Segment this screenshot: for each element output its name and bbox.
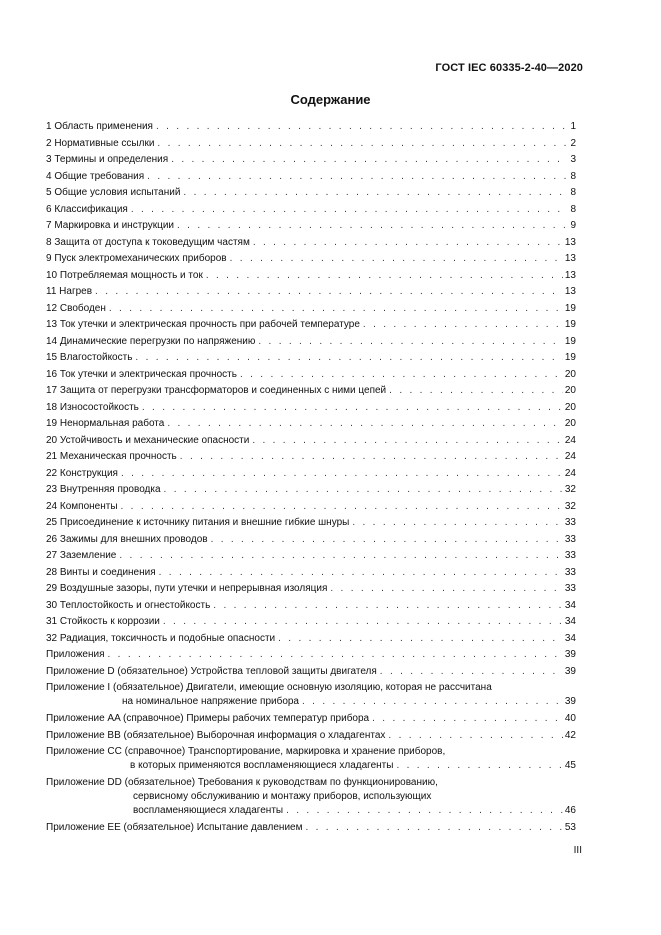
toc-entry-text: 25 Присоединение к источнику питания и внешние гибкие шнуры xyxy=(46,517,350,528)
toc-entry-text: Приложение AA (справочное) Примеры рабочих температур прибора xyxy=(46,713,370,724)
dot-leader xyxy=(389,383,563,400)
dot-leader xyxy=(372,711,563,728)
dot-leader xyxy=(363,317,563,334)
toc-entry-page: 8 xyxy=(570,203,576,215)
toc-title: Содержание xyxy=(290,92,371,107)
toc-entry-page: 32 xyxy=(564,500,576,512)
toc-entry-page: 24 xyxy=(564,434,576,446)
toc-entry-text: Приложение CC (справочное) Транспортирование, маркировка и хранение приборов, xyxy=(46,746,446,757)
dot-leader xyxy=(183,185,568,202)
dot-leader xyxy=(388,728,562,745)
toc-entry[interactable] xyxy=(46,598,576,615)
toc-entry-text: 29 Воздушные зазоры, пути утечки и непрерывная изоляция xyxy=(46,583,328,594)
toc-entry-page: 46 xyxy=(564,805,576,816)
toc-entry[interactable] xyxy=(46,532,576,549)
toc-entry-text: 6 Классификация xyxy=(46,203,128,215)
toc-entry-text: 28 Винты и соединения xyxy=(46,566,156,578)
toc-entry-page: 53 xyxy=(564,822,576,833)
toc-entry-text: сервисному обслуживанию и монтажу приборов, использующих xyxy=(133,791,432,802)
toc-entry[interactable] xyxy=(46,350,576,367)
dot-leader xyxy=(206,268,563,285)
toc-entry-text: 17 Защита от перегрузки трансформаторов и соединенных с ними цепей xyxy=(46,385,387,396)
dot-leader xyxy=(230,251,563,268)
dot-leader xyxy=(159,565,563,582)
toc-entry-page: 34 xyxy=(564,632,576,644)
toc-entry-text: 16 Ток утечки и электрическая прочность xyxy=(46,368,237,380)
toc-entry-page: 13 xyxy=(564,269,576,281)
dot-leader xyxy=(286,804,563,818)
toc-entry-page: 20 xyxy=(564,418,576,429)
dot-leader xyxy=(147,169,568,186)
toc-entry-text: Приложения xyxy=(46,649,105,660)
toc-entry-page: 39 xyxy=(564,649,576,660)
toc-entry-text: 20 Устойчивость и механические опасности xyxy=(46,434,250,446)
toc-entry-text: 22 Конструкция xyxy=(46,467,118,479)
toc-entry-text: 3 Термины и определения xyxy=(46,154,169,165)
toc-entry-text: 32 Радиация, токсичность и подобные опасности xyxy=(46,632,276,644)
toc-entry-text: 27 Заземление xyxy=(46,550,117,561)
toc-entry-text: Приложение BB (обязательное) Выборочная информация о хладагентах xyxy=(46,729,386,741)
toc-entry[interactable] xyxy=(46,581,576,598)
toc-entry-text: 23 Внутренняя проводка xyxy=(46,484,161,495)
toc-entry-page: 33 xyxy=(564,533,576,545)
dot-leader xyxy=(142,400,563,417)
dot-leader xyxy=(135,350,562,367)
dot-leader xyxy=(131,202,569,219)
toc-entry[interactable] xyxy=(46,631,576,648)
toc-entry-page: 20 xyxy=(564,401,576,413)
toc-entry[interactable] xyxy=(46,317,576,334)
dot-leader xyxy=(380,664,563,681)
toc-entry-text: 18 Износостойкость xyxy=(46,401,139,413)
toc-entry-annex-dd[interactable] xyxy=(46,775,576,820)
toc-entry-text: 19 Ненормальная работа xyxy=(46,418,165,429)
dot-leader xyxy=(302,695,563,709)
toc-entry[interactable] xyxy=(46,482,576,499)
dot-leader xyxy=(121,466,563,483)
toc-entry[interactable] xyxy=(46,235,576,252)
toc-entry-text: 7 Маркировка и инструкции xyxy=(46,220,175,231)
toc-entry-text: 21 Механическая прочность xyxy=(46,451,177,462)
toc-entry-text: 13 Ток утечки и электрическая прочность при рабочей температуре xyxy=(46,319,360,330)
toc-entry-annex-ee[interactable] xyxy=(46,820,576,837)
toc-entry[interactable] xyxy=(46,416,576,433)
toc-entry-text: 2 Нормативные ссылки xyxy=(46,137,155,149)
toc-entry-text: Приложение DD (обязательное) Требования к руководствам по функционированию, xyxy=(46,777,438,788)
toc-entry-page: 3 xyxy=(570,154,576,165)
toc-entry-text: 11 Нагрев xyxy=(46,286,93,297)
toc-entry[interactable] xyxy=(46,119,576,136)
dot-leader xyxy=(180,449,563,466)
toc-entry[interactable] xyxy=(46,499,576,516)
toc-entry-page: 42 xyxy=(564,729,576,741)
toc-entry-text: 14 Динамические перегрузки по напряжению xyxy=(46,335,256,347)
toc-entry-page: 13 xyxy=(564,253,576,264)
toc-entry[interactable] xyxy=(46,136,576,153)
toc-entry-page: 8 xyxy=(570,187,576,198)
toc-entry-text: 31 Стойкость к коррозии xyxy=(46,616,160,627)
toc-entry-text: Приложение EE (обязательное) Испытание давлением xyxy=(46,822,303,833)
toc-entry-page: 19 xyxy=(564,302,576,314)
dot-leader xyxy=(352,515,563,532)
toc-entry-text: 24 Компоненты xyxy=(46,500,118,512)
toc-entry-page: 20 xyxy=(564,385,576,396)
toc-entry[interactable] xyxy=(46,449,576,466)
toc-entry[interactable] xyxy=(46,383,576,400)
toc-entry[interactable] xyxy=(46,515,576,532)
toc-entry[interactable] xyxy=(46,284,576,301)
toc-entry[interactable] xyxy=(46,334,576,351)
toc-entry-text: 8 Защита от доступа к токоведущим частям xyxy=(46,236,250,248)
toc-entry[interactable] xyxy=(46,400,576,417)
dot-leader xyxy=(278,631,563,648)
dot-leader xyxy=(167,416,563,433)
dot-leader xyxy=(163,614,563,631)
toc-entry-text: 26 Зажимы для внешних проводов xyxy=(46,533,208,545)
toc-entry-annex-cc[interactable] xyxy=(46,744,576,775)
toc-entry[interactable] xyxy=(46,614,576,631)
toc-entry-page: 19 xyxy=(564,352,576,363)
toc-entry-page: 33 xyxy=(564,517,576,528)
toc-entry-page: 2 xyxy=(570,137,576,149)
toc-entry[interactable] xyxy=(46,202,576,219)
dot-leader xyxy=(121,499,563,516)
document-code: ГОСТ IEC 60335-2-40—2020 xyxy=(435,62,583,74)
toc-entry-page: 40 xyxy=(564,713,576,724)
toc-entry[interactable] xyxy=(46,301,576,318)
toc-entry-page: 19 xyxy=(564,319,576,330)
toc-entry-page: 32 xyxy=(564,484,576,495)
dot-leader xyxy=(305,820,562,837)
toc-entry[interactable] xyxy=(46,268,576,285)
toc-entry-annex-aa[interactable] xyxy=(46,711,576,728)
dot-leader xyxy=(177,218,568,235)
toc-entry-page: 39 xyxy=(564,696,576,707)
toc-entry-page: 9 xyxy=(570,220,576,231)
dot-leader xyxy=(95,284,563,301)
toc-entry[interactable] xyxy=(46,565,576,582)
dot-leader xyxy=(108,647,563,664)
toc-entry-text: воспламеняющиеся хладагенты xyxy=(133,805,284,816)
page-number: III xyxy=(573,845,582,856)
toc-entry[interactable] xyxy=(46,664,576,681)
dot-leader xyxy=(171,152,568,169)
toc-entry-text: 10 Потребляемая мощность и ток xyxy=(46,269,203,281)
dot-leader xyxy=(211,532,563,549)
toc-entries xyxy=(46,119,576,680)
toc-entry[interactable] xyxy=(46,548,576,565)
dot-leader xyxy=(253,235,563,252)
toc-entry-annex-i[interactable] xyxy=(46,680,576,711)
toc-entry-text: Приложение D (обязательное) Устройства тепловой защиты двигателя xyxy=(46,665,377,677)
dot-leader xyxy=(213,598,563,615)
dot-leader xyxy=(396,759,562,773)
dot-leader xyxy=(156,119,568,136)
dot-leader xyxy=(109,301,563,318)
toc-entry-page: 34 xyxy=(564,616,576,627)
toc-entry-text: 15 Влагостойкость xyxy=(46,352,133,363)
toc-entry[interactable] xyxy=(46,466,576,483)
dot-leader xyxy=(252,433,563,450)
toc-entry[interactable] xyxy=(46,185,576,202)
toc-entry-page: 1 xyxy=(570,121,576,132)
toc-entry-text: в которых применяются воспламеняющиеся хладагенты xyxy=(130,760,394,771)
toc-entry[interactable] xyxy=(46,367,576,384)
dot-leader xyxy=(157,136,568,153)
toc-entry[interactable] xyxy=(46,218,576,235)
toc-entry-page: 24 xyxy=(564,451,576,462)
toc-entry-page: 33 xyxy=(564,583,576,594)
toc-entry-page: 19 xyxy=(564,335,576,347)
toc-entry-page: 39 xyxy=(564,665,576,677)
table-of-contents xyxy=(46,119,576,837)
toc-entry-text: Приложение I (обязательное) Двигатели, имеющие основную изоляцию, которая не рассчитана xyxy=(46,682,492,693)
toc-entry[interactable] xyxy=(46,251,576,268)
toc-entry-page: 45 xyxy=(564,760,576,771)
dot-leader xyxy=(164,482,563,499)
dot-leader xyxy=(240,367,563,384)
toc-entry-text: 4 Общие требования xyxy=(46,170,145,182)
toc-entry-page: 24 xyxy=(564,467,576,479)
toc-entry-text: 30 Теплостойкость и огнестойкость xyxy=(46,599,211,611)
toc-entry[interactable] xyxy=(46,647,576,664)
toc-entry-annex-bb[interactable] xyxy=(46,728,576,745)
toc-entry-text: 1 Область применения xyxy=(46,121,153,132)
toc-entry-text: 9 Пуск электромеханических приборов xyxy=(46,253,227,264)
toc-entry-text: 5 Общие условия испытаний xyxy=(46,187,181,198)
toc-entry-page: 13 xyxy=(564,286,576,297)
toc-entry-text: на номинальное напряжение прибора xyxy=(122,696,299,707)
toc-entry[interactable] xyxy=(46,169,576,186)
toc-entry-text: 12 Свободен xyxy=(46,302,106,314)
toc-entry-page: 34 xyxy=(564,599,576,611)
toc-entry-page: 33 xyxy=(564,550,576,561)
toc-entry-page: 8 xyxy=(570,170,576,182)
dot-leader xyxy=(258,334,563,351)
dot-leader xyxy=(119,548,563,565)
dot-leader xyxy=(330,581,562,598)
toc-entry-page: 13 xyxy=(564,236,576,248)
toc-entry[interactable] xyxy=(46,433,576,450)
toc-entry-page: 33 xyxy=(564,566,576,578)
toc-entry[interactable] xyxy=(46,152,576,169)
toc-entry-page: 20 xyxy=(564,368,576,380)
